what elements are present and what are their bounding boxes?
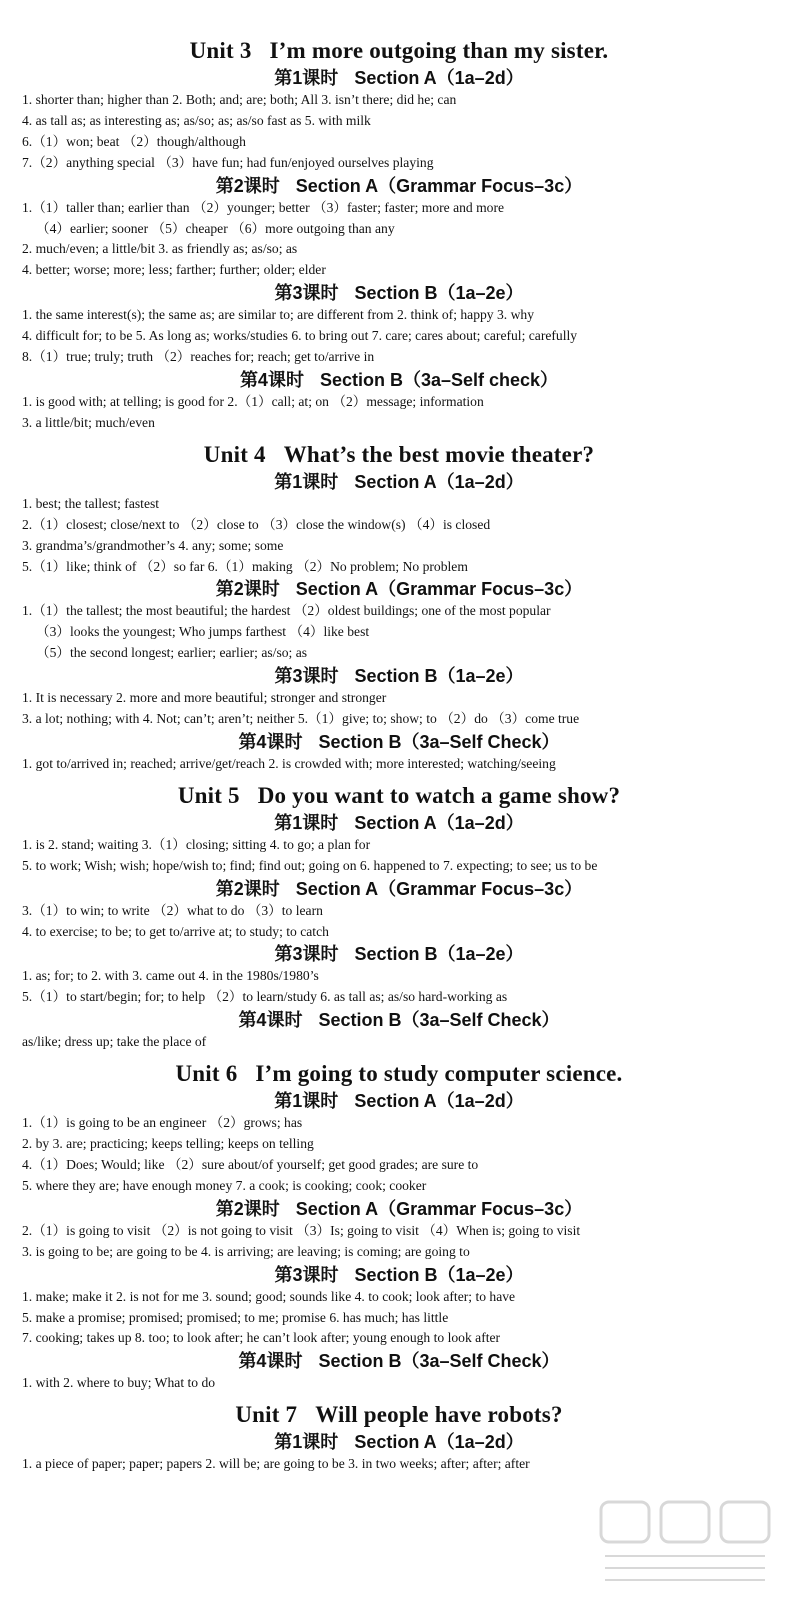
section-heading <box>22 578 776 601</box>
answer-line: 5.（1）to start/begin; for; to help （2）to learn/study 6. as tall as; as/so hard-working as <box>22 989 508 1005</box>
answer-line: 1.（1）taller than; earlier than （2）younger; better （3）faster; faster; more and more <box>22 199 505 215</box>
unit-number: Unit 4 <box>203 441 266 467</box>
answer-line: 2.（1）is going to visit （2）is not going to visit （3）Is; going to visit （4）When is; going to visit <box>22 1222 581 1238</box>
section-heading <box>22 731 776 754</box>
lesson-label: 第2课时 <box>215 878 280 899</box>
lesson-label: 第1课时 <box>274 68 339 88</box>
answer-line: 3. is going to be; are going to be 4. is arriving; are leaving; is coming; are going to <box>22 1243 470 1259</box>
section-heading <box>22 1009 776 1032</box>
section-label: Section A（1a–2d） <box>354 812 524 833</box>
section-heading <box>22 1431 776 1454</box>
unit-number: Unit 6 <box>175 1061 238 1087</box>
lesson-label: 第4课时 <box>239 369 304 390</box>
lesson-label: 第1课时 <box>274 471 339 492</box>
section-label: Section A（Grammar Focus–3c） <box>295 1198 583 1219</box>
answer-line: 3. a lot; nothing; with 4. Not; can’t; aren’t; neither 5.（1）give; to; show; to （2）do （3）come true <box>22 711 580 727</box>
answer-line: 1. got to/arrived in; reached; arrive/get/reach 2. is crowded with; more interested; watching/seeing <box>22 755 556 771</box>
unit-heading-text: I’m more outgoing than my sister. <box>269 38 609 63</box>
answer-line: 4. to exercise; to be; to get to/arrive at; to study; to catch <box>22 923 329 939</box>
section-heading <box>22 943 776 966</box>
section-heading <box>22 1350 776 1373</box>
unit-title <box>22 781 776 811</box>
lesson-label: 第3课时 <box>274 944 339 965</box>
lesson-label: 第1课时 <box>274 812 339 833</box>
section-label: Section A（Grammar Focus–3c） <box>295 878 583 899</box>
section-heading <box>22 1198 776 1221</box>
answer-line: 3.（1）to win; to write （2）what to do （3）to learn <box>22 902 323 918</box>
answer-line: 1. shorter than; higher than 2. Both; and; are; both; All 3. isn’t there; did he; can <box>22 92 457 107</box>
answer-line: 1. as; for; to 2. with 3. came out 4. in the 1980s/1980’s <box>22 968 319 984</box>
section-heading <box>22 369 776 392</box>
answer-line: 7.（2）anything special （3）have fun; had fun/enjoyed ourselves playing <box>22 154 434 170</box>
section-label: Section B（3a–Self Check） <box>318 1010 560 1031</box>
answer-line: （5）the second longest; earlier; earlier; as/so; as <box>36 645 308 661</box>
lesson-label: 第1课时 <box>274 1432 339 1453</box>
section-label: Section A（1a–2d） <box>354 1432 524 1453</box>
section-label: Section A（1a–2d） <box>354 1091 524 1112</box>
lesson-label: 第2课时 <box>215 1198 280 1219</box>
answer-line: 8.（1）true; truly; truth （2）reaches for; reach; get to/arrive in <box>22 349 375 365</box>
section-heading <box>22 67 776 90</box>
answer-line: 3. grandma’s/grandmother’s 4. any; some; some <box>22 537 284 553</box>
answer-line: 1.（1）is going to be an engineer （2）grows; has <box>22 1115 303 1131</box>
answer-line: 1.（1）the tallest; the most beautiful; the hardest （2）oldest buildings; one of the most popular <box>22 603 551 619</box>
section-heading <box>22 812 776 835</box>
lesson-label: 第3课时 <box>274 666 339 687</box>
unit-number: Unit 7 <box>235 1402 298 1428</box>
section-label: Section B（1a–2e） <box>354 944 524 965</box>
answer-line: 1. best; the tallest; fastest <box>22 495 160 511</box>
unit-heading-text: I’m going to study computer science. <box>255 1061 623 1087</box>
answer-line: 5. make a promise; promised; promised; to me; promise 6. has much; has little <box>22 1309 449 1325</box>
section-label: Section A（Grammar Focus–3c） <box>295 175 583 196</box>
lesson-label: 第2课时 <box>215 175 280 196</box>
answer-line: 4. as tall as; as interesting as; as/so; as; as/so fast as 5. with milk <box>22 112 371 128</box>
unit-title <box>22 440 776 470</box>
answer-line: 4. difficult for; to be 5. As long as; works/studies 6. to bring out 7. care; cares about; careful; carefully <box>22 328 578 344</box>
answer-line: 2.（1）closest; close/next to （2）close to （3）close the window(s) （4）is closed <box>22 516 491 532</box>
section-label: Section B（1a–2e） <box>354 666 524 687</box>
unit-title <box>22 1400 776 1430</box>
section-label: Section B（3a–Self Check） <box>318 1351 560 1372</box>
unit-heading-text: Will people have robots? <box>315 1402 563 1428</box>
answer-line: （4）earlier; sooner （5）cheaper （6）more outgoing than any <box>36 220 395 236</box>
unit-number: Unit 3 <box>189 38 252 63</box>
answer-line: 1. a piece of paper; paper; papers 2. will be; are going to be 3. in two weeks; after; after; after <box>22 1456 530 1472</box>
answer-line: 1. make; make it 2. is not for me 3. sound; good; sounds like 4. to cook; look after; to have <box>22 1288 516 1304</box>
answer-line: 1. is 2. stand; waiting 3.（1）closing; sitting 4. to go; a plan for <box>22 836 371 852</box>
section-label: Section B（3a–Self Check） <box>318 731 560 752</box>
lesson-label: 第3课时 <box>274 283 339 304</box>
unit-title <box>22 36 776 66</box>
section-heading <box>22 1264 776 1287</box>
answer-line: 1. It is necessary 2. more and more beautiful; stronger and stronger <box>22 690 387 706</box>
answer-line: 5.（1）like; think of （2）so far 6.（1）making （2）No problem; No problem <box>22 558 468 574</box>
answer-line: 5. where they are; have enough money 7. a cook; is cooking; cook; cooker <box>22 1177 427 1193</box>
section-label: Section B（3a–Self check） <box>319 369 559 390</box>
lesson-label: 第1课时 <box>274 1091 339 1112</box>
unit-title <box>22 1059 776 1089</box>
answer-line: 6.（1）won; beat （2）though/although <box>22 133 246 149</box>
lesson-label: 第2课时 <box>215 579 280 600</box>
section-heading <box>22 471 776 494</box>
section-label: Section B（1a–2e） <box>354 283 524 304</box>
answer-line: 5. to work; Wish; wish; hope/wish to; find; find out; going on 6. happened to 7. expecting; to see; us to be <box>22 857 598 873</box>
answer-line: 3. a little/bit; much/even <box>22 414 155 430</box>
answer-line: 7. cooking; takes up 8. too; to look after; he can’t look after; young enough to look after <box>22 1330 501 1346</box>
unit-number: Unit 5 <box>177 782 240 808</box>
section-label: Section A（1a–2d） <box>354 471 524 492</box>
answer-line: 1. the same interest(s); the same as; are similar to; are different from 2. think of; happy 3. why <box>22 307 535 323</box>
answer-line: 4.（1）Does; Would; like （2）sure about/of yourself; get good grades; are sure to <box>22 1157 479 1172</box>
answer-line: 2. much/even; a little/bit 3. as friendly as; as/so; as <box>22 241 298 257</box>
section-label: Section A（Grammar Focus–3c） <box>295 579 583 600</box>
lesson-label: 第4课时 <box>238 1351 303 1372</box>
section-heading <box>22 282 776 305</box>
section-heading <box>22 878 776 901</box>
lesson-label: 第3课时 <box>274 1264 339 1285</box>
lesson-label: 第4课时 <box>238 1010 303 1031</box>
answer-line: （3）looks the youngest; Who jumps farthest （4）like best <box>36 624 370 640</box>
answer-line: 4. better; worse; more; less; farther; further; older; elder <box>22 262 326 278</box>
unit-heading-text: What’s the best movie theater? <box>283 441 595 467</box>
lesson-label: 第4课时 <box>238 731 303 752</box>
section-label: Section B（1a–2e） <box>354 1264 524 1285</box>
answer-line: as/like; dress up; take the place of <box>22 1034 207 1050</box>
answer-line: 1. with 2. where to buy; What to do <box>22 1375 216 1391</box>
section-heading <box>22 1090 776 1113</box>
section-heading <box>22 665 776 688</box>
section-label: Section A（1a–2d） <box>354 68 524 88</box>
unit-heading-text: Do you want to watch a game show? <box>257 782 621 808</box>
section-heading <box>22 175 776 198</box>
answer-line: 1. is good with; at telling; is good for 2.（1）call; at; on （2）message; information <box>22 393 484 409</box>
answer-line: 2. by 3. are; practicing; keeps telling; keeps on telling <box>22 1136 314 1152</box>
